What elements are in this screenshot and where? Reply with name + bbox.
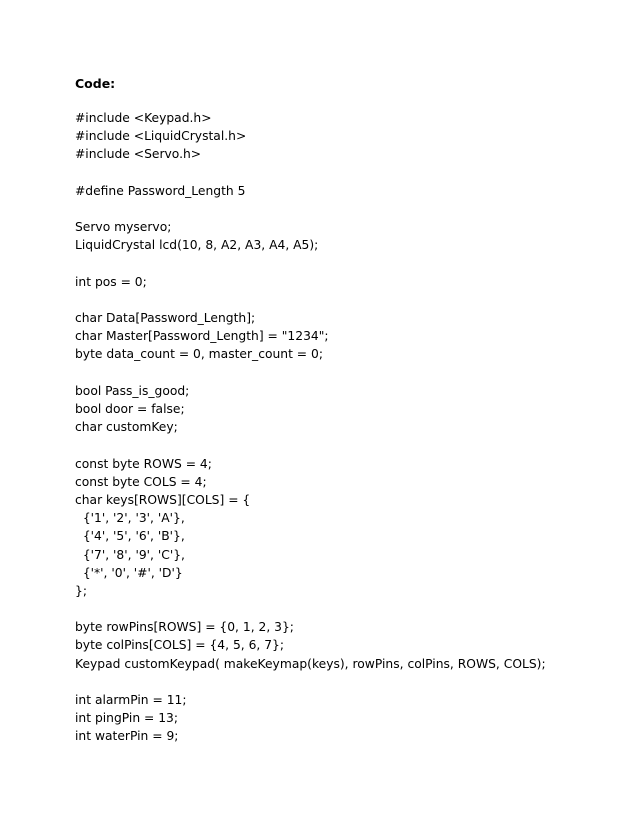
code-line: #include <LiquidCrystal.h> <box>75 129 247 144</box>
document-content <box>75 73 615 746</box>
code-line: {'*', '0', '#', 'D'} <box>75 565 183 580</box>
code-line: {'4', '5', '6', 'B'}, <box>75 529 185 544</box>
code-line: Keypad customKeypad( makeKeymap(keys), rowPins, colPins, ROWS, COLS); <box>75 656 546 671</box>
code-line: const byte ROWS = 4; <box>75 456 212 471</box>
code-line: LiquidCrystal lcd(10, 8, A2, A3, A4, A5); <box>75 238 319 253</box>
code-line: char customKey; <box>75 420 178 435</box>
code-block <box>75 109 615 746</box>
code-line: {'1', '2', '3', 'A'}, <box>75 511 185 526</box>
code-line: int waterPin = 9; <box>75 729 179 744</box>
code-line: byte data_count = 0, master_count = 0; <box>75 347 323 362</box>
code-line: char keys[ROWS][COLS] = { <box>75 492 251 507</box>
blank-line <box>75 364 615 382</box>
code-heading: Code: <box>75 76 116 91</box>
code-line: {'7', '8', '9', 'C'}, <box>75 547 185 562</box>
code-line: #include <Servo.h> <box>75 147 202 162</box>
blank-line <box>75 255 615 273</box>
code-line: char Master[Password_Length] = "1234"; <box>75 329 329 344</box>
code-line: const byte COLS = 4; <box>75 474 207 489</box>
code-line: int pos = 0; <box>75 274 147 289</box>
blank-line <box>75 200 615 218</box>
code-line: char Data[Password_Length]; <box>75 311 256 326</box>
blank-line <box>75 673 615 691</box>
blank-line <box>75 436 615 454</box>
blank-line <box>75 600 615 618</box>
code-line: bool Pass_is_good; <box>75 383 190 398</box>
code-line: #define Password_Length 5 <box>75 183 246 198</box>
code-line: }; <box>75 583 87 598</box>
code-line: #include <Keypad.h> <box>75 111 212 125</box>
blank-line <box>75 291 615 309</box>
code-line: byte colPins[COLS] = {4, 5, 6, 7}; <box>75 638 285 653</box>
code-line: int pingPin = 13; <box>75 711 179 726</box>
blank-line <box>75 164 615 182</box>
code-line: Servo myservo; <box>75 220 172 235</box>
code-line: int alarmPin = 11; <box>75 693 187 707</box>
code-line: byte rowPins[ROWS] = {0, 1, 2, 3}; <box>75 620 294 635</box>
code-line: bool door = false; <box>75 402 185 416</box>
